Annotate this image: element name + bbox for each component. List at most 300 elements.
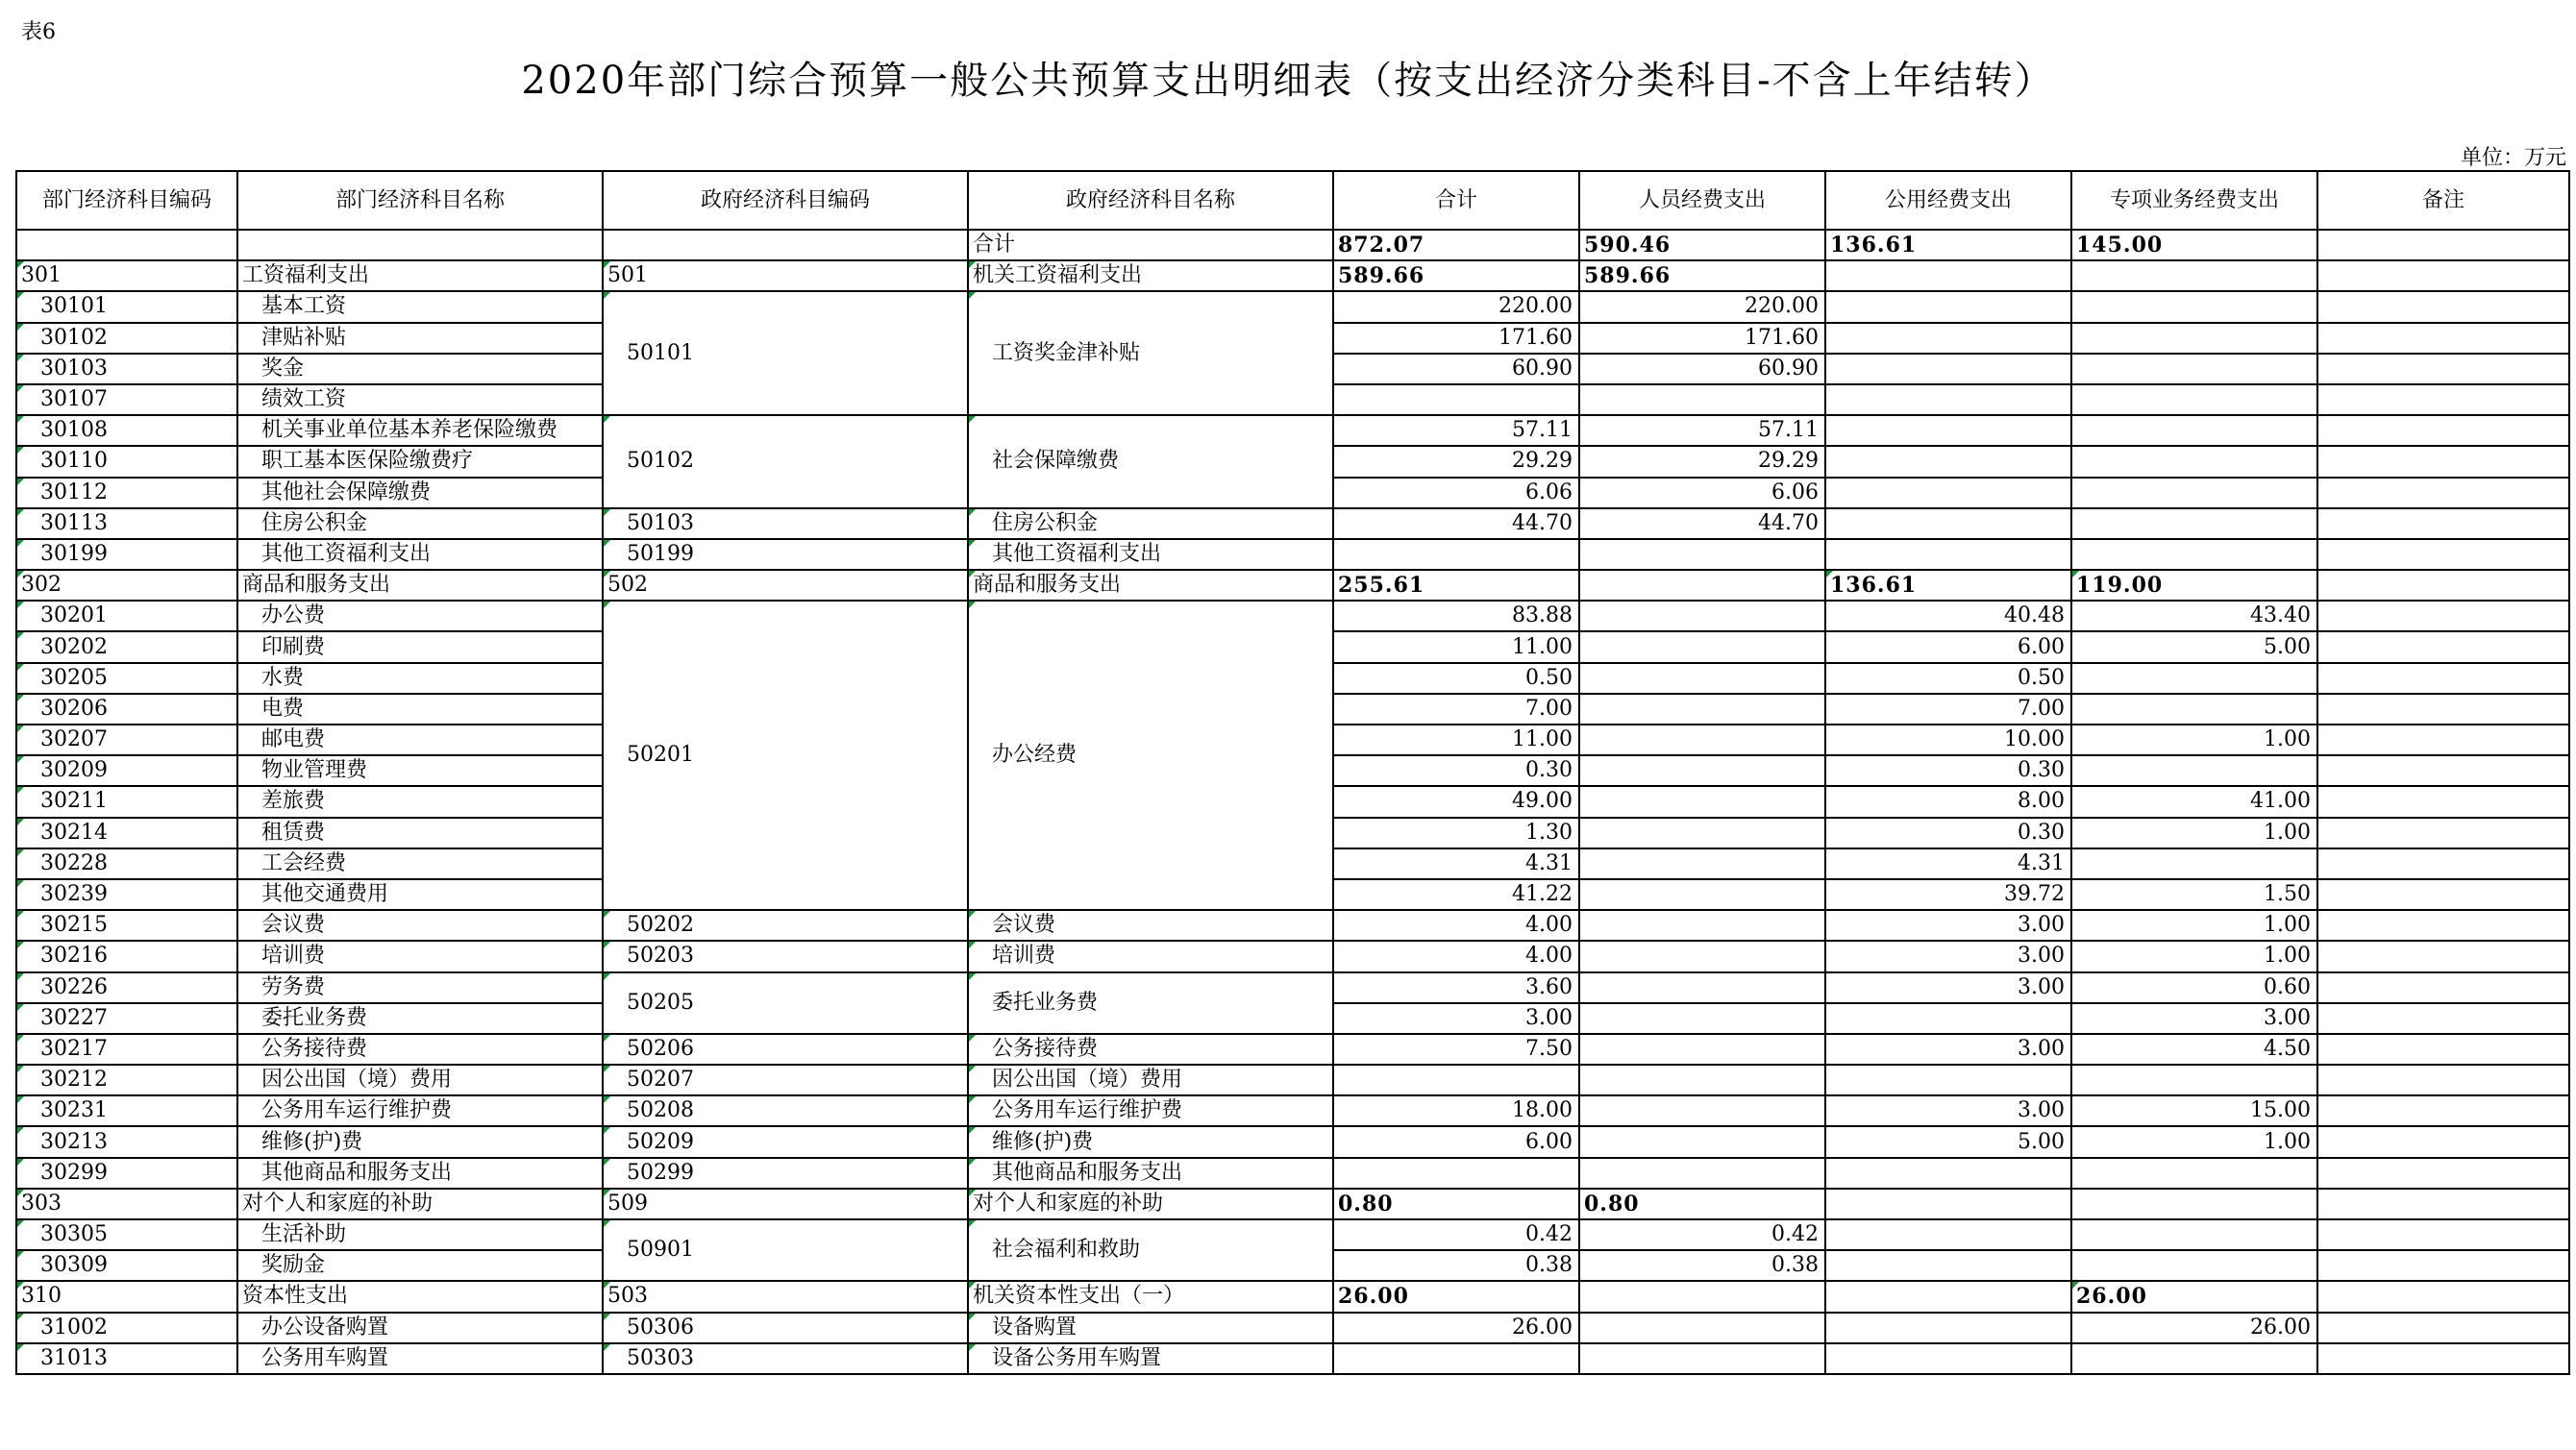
- dept-code-cell: 30113: [16, 508, 237, 539]
- personnel-cell: [1579, 1034, 1825, 1065]
- total-cell: 6.00: [1333, 1126, 1579, 1157]
- header-dept-code: 部门经济科目编码: [16, 171, 237, 230]
- special-cell: [2071, 1219, 2317, 1250]
- notes-cell: [2317, 539, 2569, 570]
- table-body: [16, 230, 2569, 1374]
- total-cell: 255.61: [1333, 570, 1579, 601]
- notes-cell: [2317, 1313, 2569, 1343]
- gov-name-cell: 设备公务用车购置: [968, 1343, 1333, 1374]
- table-row: [16, 1189, 2569, 1219]
- gov-name-cell: 合计: [968, 230, 1333, 260]
- dept-code-cell: 30206: [16, 694, 237, 725]
- special-cell: [2071, 446, 2317, 477]
- public-cell: [1825, 446, 2071, 477]
- personnel-cell: 60.90: [1579, 354, 1825, 384]
- table-number-label: 表6: [21, 20, 56, 44]
- table-row: [16, 601, 2569, 631]
- gov-code-cell: 501: [603, 260, 968, 291]
- notes-cell: [2317, 663, 2569, 694]
- dept-code-cell: 30202: [16, 631, 237, 662]
- table-row: [16, 910, 2569, 941]
- public-cell: [1825, 291, 2071, 322]
- personnel-cell: [1579, 848, 1825, 879]
- dept-name-cell: 公务接待费: [237, 1034, 603, 1065]
- table-row: [16, 508, 2569, 539]
- personnel-cell: 590.46: [1579, 230, 1825, 260]
- total-cell: 26.00: [1333, 1313, 1579, 1343]
- special-cell: 43.40: [2071, 601, 2317, 631]
- dept-code-cell: 30103: [16, 354, 237, 384]
- notes-cell: [2317, 1065, 2569, 1095]
- notes-cell: [2317, 755, 2569, 786]
- dept-name-cell: 水费: [237, 663, 603, 694]
- public-cell: [1825, 384, 2071, 415]
- table-row: [16, 230, 2569, 260]
- personnel-cell: [1579, 601, 1825, 631]
- notes-cell: [2317, 694, 2569, 725]
- gov-name-cell: 其他商品和服务支出: [968, 1158, 1333, 1189]
- gov-code-cell: 50203: [603, 941, 968, 971]
- gov-code-cell: 50207: [603, 1065, 968, 1095]
- personnel-cell: [1579, 1343, 1825, 1374]
- dept-name-cell: 公务用车运行维护费: [237, 1095, 603, 1126]
- dept-name-cell: 奖励金: [237, 1250, 603, 1281]
- gov-code-cell: 50205: [603, 972, 968, 1034]
- personnel-cell: [1579, 818, 1825, 848]
- dept-code-cell: 30226: [16, 972, 237, 1003]
- notes-cell: [2317, 1281, 2569, 1312]
- total-cell: [1333, 1065, 1579, 1095]
- gov-name-cell: 机关资本性支出（一）: [968, 1281, 1333, 1312]
- personnel-cell: [1579, 1065, 1825, 1095]
- notes-cell: [2317, 786, 2569, 817]
- total-cell: [1333, 384, 1579, 415]
- personnel-cell: [1579, 1158, 1825, 1189]
- personnel-cell: [1579, 384, 1825, 415]
- gov-code-cell: 50199: [603, 539, 968, 570]
- dept-name-cell: 培训费: [237, 941, 603, 971]
- special-cell: [2071, 415, 2317, 446]
- notes-cell: [2317, 1250, 2569, 1281]
- dept-name-cell: 机关事业单位基本养老保险缴费: [237, 415, 603, 446]
- public-cell: 5.00: [1825, 1126, 2071, 1157]
- dept-name-cell: 差旅费: [237, 786, 603, 817]
- gov-name-cell: 培训费: [968, 941, 1333, 971]
- dept-name-cell: [237, 230, 603, 260]
- notes-cell: [2317, 1003, 2569, 1034]
- total-cell: 589.66: [1333, 260, 1579, 291]
- notes-cell: [2317, 1034, 2569, 1065]
- dept-code-cell: 30205: [16, 663, 237, 694]
- public-cell: [1825, 1189, 2071, 1219]
- public-cell: 3.00: [1825, 972, 2071, 1003]
- notes-cell: [2317, 415, 2569, 446]
- header-personnel: 人员经费支出: [1579, 171, 1825, 230]
- table-row: [16, 1313, 2569, 1343]
- special-cell: 1.00: [2071, 818, 2317, 848]
- public-cell: 4.31: [1825, 848, 2071, 879]
- total-cell: 29.29: [1333, 446, 1579, 477]
- special-cell: 1.00: [2071, 725, 2317, 755]
- notes-cell: [2317, 384, 2569, 415]
- personnel-cell: 589.66: [1579, 260, 1825, 291]
- table-row: [16, 941, 2569, 971]
- gov-code-cell: 502: [603, 570, 968, 601]
- personnel-cell: [1579, 972, 1825, 1003]
- notes-cell: [2317, 972, 2569, 1003]
- gov-name-cell: 社会保障缴费: [968, 415, 1333, 508]
- total-cell: 83.88: [1333, 601, 1579, 631]
- dept-name-cell: 职工基本医保险缴费疗: [237, 446, 603, 477]
- special-cell: 1.00: [2071, 910, 2317, 941]
- special-cell: [2071, 291, 2317, 322]
- notes-cell: [2317, 260, 2569, 291]
- gov-code-cell: 50201: [603, 601, 968, 910]
- special-cell: [2071, 694, 2317, 725]
- dept-code-cell: 31013: [16, 1343, 237, 1374]
- table-row: [16, 1095, 2569, 1126]
- total-cell: 7.00: [1333, 694, 1579, 725]
- public-cell: [1825, 323, 2071, 354]
- dept-name-cell: 印刷费: [237, 631, 603, 662]
- special-cell: 3.00: [2071, 1003, 2317, 1034]
- total-cell: 4.00: [1333, 910, 1579, 941]
- public-cell: [1825, 478, 2071, 508]
- public-cell: [1825, 1158, 2071, 1189]
- dept-code-cell: 30227: [16, 1003, 237, 1034]
- total-cell: 0.80: [1333, 1189, 1579, 1219]
- total-cell: 4.00: [1333, 941, 1579, 971]
- dept-code-cell: 302: [16, 570, 237, 601]
- notes-cell: [2317, 323, 2569, 354]
- special-cell: [2071, 539, 2317, 570]
- notes-cell: [2317, 818, 2569, 848]
- notes-cell: [2317, 446, 2569, 477]
- dept-name-cell: 基本工资: [237, 291, 603, 322]
- notes-cell: [2317, 631, 2569, 662]
- notes-cell: [2317, 230, 2569, 260]
- gov-name-cell: 公务接待费: [968, 1034, 1333, 1065]
- gov-code-cell: 503: [603, 1281, 968, 1312]
- table-row: [16, 1343, 2569, 1374]
- gov-name-cell: 工资奖金津补贴: [968, 291, 1333, 415]
- dept-name-cell: 生活补助: [237, 1219, 603, 1250]
- header-special: 专项业务经费支出: [2071, 171, 2317, 230]
- total-cell: 0.42: [1333, 1219, 1579, 1250]
- total-cell: [1333, 1158, 1579, 1189]
- public-cell: 3.00: [1825, 1095, 2071, 1126]
- gov-code-cell: 50208: [603, 1095, 968, 1126]
- public-cell: 136.61: [1825, 230, 2071, 260]
- notes-cell: [2317, 941, 2569, 971]
- gov-name-cell: 住房公积金: [968, 508, 1333, 539]
- dept-name-cell: 住房公积金: [237, 508, 603, 539]
- special-cell: [2071, 323, 2317, 354]
- public-cell: 136.61: [1825, 570, 2071, 601]
- dept-name-cell: 物业管理费: [237, 755, 603, 786]
- total-cell: 4.31: [1333, 848, 1579, 879]
- total-cell: 7.50: [1333, 1034, 1579, 1065]
- unit-label: 单位：万元: [2460, 146, 2566, 170]
- dept-code-cell: 30214: [16, 818, 237, 848]
- special-cell: 4.50: [2071, 1034, 2317, 1065]
- total-cell: 41.22: [1333, 879, 1579, 910]
- dept-code-cell: 30215: [16, 910, 237, 941]
- personnel-cell: [1579, 694, 1825, 725]
- total-cell: 49.00: [1333, 786, 1579, 817]
- public-cell: 0.30: [1825, 755, 2071, 786]
- table-row: [16, 415, 2569, 446]
- total-cell: 0.38: [1333, 1250, 1579, 1281]
- notes-cell: [2317, 601, 2569, 631]
- dept-code-cell: 30102: [16, 323, 237, 354]
- special-cell: [2071, 663, 2317, 694]
- personnel-cell: 0.42: [1579, 1219, 1825, 1250]
- total-cell: 1.30: [1333, 818, 1579, 848]
- notes-cell: [2317, 1095, 2569, 1126]
- notes-cell: [2317, 291, 2569, 322]
- personnel-cell: [1579, 786, 1825, 817]
- personnel-cell: [1579, 570, 1825, 601]
- gov-name-cell: 办公经费: [968, 601, 1333, 910]
- total-cell: [1333, 1343, 1579, 1374]
- dept-code-cell: 30231: [16, 1095, 237, 1126]
- special-cell: 1.00: [2071, 1126, 2317, 1157]
- dept-code-cell: 30110: [16, 446, 237, 477]
- public-cell: [1825, 1343, 2071, 1374]
- personnel-cell: 29.29: [1579, 446, 1825, 477]
- dept-name-cell: 绩效工资: [237, 384, 603, 415]
- dept-name-cell: 委托业务费: [237, 1003, 603, 1034]
- special-cell: 0.60: [2071, 972, 2317, 1003]
- dept-code-cell: 310: [16, 1281, 237, 1312]
- gov-name-cell: 因公出国（境）费用: [968, 1065, 1333, 1095]
- public-cell: 0.30: [1825, 818, 2071, 848]
- budget-table-container: [15, 170, 2568, 1375]
- special-cell: [2071, 1065, 2317, 1095]
- table-row: [16, 1158, 2569, 1189]
- gov-name-cell: 公务用车运行维护费: [968, 1095, 1333, 1126]
- personnel-cell: [1579, 663, 1825, 694]
- gov-code-cell: 509: [603, 1189, 968, 1219]
- public-cell: 6.00: [1825, 631, 2071, 662]
- personnel-cell: [1579, 879, 1825, 910]
- special-cell: 145.00: [2071, 230, 2317, 260]
- special-cell: [2071, 384, 2317, 415]
- table-row: [16, 260, 2569, 291]
- personnel-cell: [1579, 941, 1825, 971]
- personnel-cell: [1579, 725, 1825, 755]
- special-cell: [2071, 508, 2317, 539]
- special-cell: [2071, 354, 2317, 384]
- dept-code-cell: [16, 230, 237, 260]
- public-cell: [1825, 1219, 2071, 1250]
- personnel-cell: [1579, 1281, 1825, 1312]
- personnel-cell: [1579, 1003, 1825, 1034]
- gov-code-cell: 50206: [603, 1034, 968, 1065]
- gov-code-cell: 50103: [603, 508, 968, 539]
- dept-code-cell: 30309: [16, 1250, 237, 1281]
- total-cell: 3.60: [1333, 972, 1579, 1003]
- dept-name-cell: 其他社会保障缴费: [237, 478, 603, 508]
- table-row: [16, 291, 2569, 322]
- total-cell: 0.50: [1333, 663, 1579, 694]
- special-cell: [2071, 1343, 2317, 1374]
- dept-name-cell: 其他商品和服务支出: [237, 1158, 603, 1189]
- notes-cell: [2317, 848, 2569, 879]
- gov-code-cell: 50901: [603, 1219, 968, 1281]
- personnel-cell: 44.70: [1579, 508, 1825, 539]
- personnel-cell: 0.80: [1579, 1189, 1825, 1219]
- gov-code-cell: 50209: [603, 1126, 968, 1157]
- special-cell: [2071, 848, 2317, 879]
- notes-cell: [2317, 1158, 2569, 1189]
- special-cell: [2071, 478, 2317, 508]
- public-cell: [1825, 1003, 2071, 1034]
- gov-name-cell: 会议费: [968, 910, 1333, 941]
- dept-name-cell: 对个人和家庭的补助: [237, 1189, 603, 1219]
- personnel-cell: [1579, 1095, 1825, 1126]
- gov-name-cell: 机关工资福利支出: [968, 260, 1333, 291]
- special-cell: [2071, 260, 2317, 291]
- dept-code-cell: 30305: [16, 1219, 237, 1250]
- total-cell: 220.00: [1333, 291, 1579, 322]
- personnel-cell: 171.60: [1579, 323, 1825, 354]
- dept-code-cell: 30101: [16, 291, 237, 322]
- dept-name-cell: 电费: [237, 694, 603, 725]
- public-cell: 39.72: [1825, 879, 2071, 910]
- total-cell: 18.00: [1333, 1095, 1579, 1126]
- budget-table: [15, 170, 2570, 1375]
- personnel-cell: 6.06: [1579, 478, 1825, 508]
- public-cell: [1825, 260, 2071, 291]
- special-cell: 1.50: [2071, 879, 2317, 910]
- public-cell: [1825, 1313, 2071, 1343]
- dept-code-cell: 30207: [16, 725, 237, 755]
- gov-code-cell: 50102: [603, 415, 968, 508]
- dept-name-cell: 资本性支出: [237, 1281, 603, 1312]
- dept-code-cell: 30211: [16, 786, 237, 817]
- special-cell: 26.00: [2071, 1313, 2317, 1343]
- dept-name-cell: 其他工资福利支出: [237, 539, 603, 570]
- public-cell: 7.00: [1825, 694, 2071, 725]
- gov-code-cell: 50101: [603, 291, 968, 415]
- public-cell: 3.00: [1825, 910, 2071, 941]
- personnel-cell: [1579, 631, 1825, 662]
- public-cell: 0.50: [1825, 663, 2071, 694]
- dept-name-cell: 公务用车购置: [237, 1343, 603, 1374]
- header-gov-name: 政府经济科目名称: [968, 171, 1333, 230]
- gov-name-cell: 维修(护)费: [968, 1126, 1333, 1157]
- notes-cell: [2317, 1219, 2569, 1250]
- dept-code-cell: 30107: [16, 384, 237, 415]
- notes-cell: [2317, 508, 2569, 539]
- public-cell: [1825, 508, 2071, 539]
- dept-code-cell: 30108: [16, 415, 237, 446]
- table-row: [16, 1065, 2569, 1095]
- header-total: 合计: [1333, 171, 1579, 230]
- dept-code-cell: 30228: [16, 848, 237, 879]
- dept-code-cell: 30213: [16, 1126, 237, 1157]
- header-dept-name: 部门经济科目名称: [237, 171, 603, 230]
- notes-cell: [2317, 1189, 2569, 1219]
- total-cell: [1333, 539, 1579, 570]
- total-cell: 60.90: [1333, 354, 1579, 384]
- notes-cell: [2317, 910, 2569, 941]
- header-public: 公用经费支出: [1825, 171, 2071, 230]
- total-cell: 11.00: [1333, 631, 1579, 662]
- dept-code-cell: 301: [16, 260, 237, 291]
- special-cell: [2071, 1250, 2317, 1281]
- header-notes: 备注: [2317, 171, 2569, 230]
- total-cell: 6.06: [1333, 478, 1579, 508]
- special-cell: 119.00: [2071, 570, 2317, 601]
- notes-cell: [2317, 1126, 2569, 1157]
- total-cell: 3.00: [1333, 1003, 1579, 1034]
- public-cell: 8.00: [1825, 786, 2071, 817]
- table-row: [16, 1281, 2569, 1312]
- special-cell: 41.00: [2071, 786, 2317, 817]
- total-cell: 0.30: [1333, 755, 1579, 786]
- table-header-row: [16, 171, 2569, 230]
- header-gov-code: 政府经济科目编码: [603, 171, 968, 230]
- table-row: [16, 570, 2569, 601]
- gov-name-cell: 商品和服务支出: [968, 570, 1333, 601]
- public-cell: 3.00: [1825, 1034, 2071, 1065]
- dept-name-cell: 商品和服务支出: [237, 570, 603, 601]
- special-cell: [2071, 1189, 2317, 1219]
- public-cell: [1825, 1281, 2071, 1312]
- public-cell: [1825, 1065, 2071, 1095]
- notes-cell: [2317, 354, 2569, 384]
- dept-name-cell: 因公出国（境）费用: [237, 1065, 603, 1095]
- personnel-cell: 57.11: [1579, 415, 1825, 446]
- table-row: [16, 1034, 2569, 1065]
- dept-name-cell: 津贴补贴: [237, 323, 603, 354]
- dept-code-cell: 303: [16, 1189, 237, 1219]
- notes-cell: [2317, 879, 2569, 910]
- gov-name-cell: 对个人和家庭的补助: [968, 1189, 1333, 1219]
- notes-cell: [2317, 725, 2569, 755]
- special-cell: 26.00: [2071, 1281, 2317, 1312]
- dept-code-cell: 30201: [16, 601, 237, 631]
- gov-code-cell: [603, 230, 968, 260]
- dept-code-cell: 30209: [16, 755, 237, 786]
- dept-name-cell: 工会经费: [237, 848, 603, 879]
- dept-code-cell: 30299: [16, 1158, 237, 1189]
- gov-code-cell: 50303: [603, 1343, 968, 1374]
- dept-code-cell: 31002: [16, 1313, 237, 1343]
- personnel-cell: [1579, 755, 1825, 786]
- gov-code-cell: 50202: [603, 910, 968, 941]
- personnel-cell: [1579, 1313, 1825, 1343]
- public-cell: 10.00: [1825, 725, 2071, 755]
- gov-name-cell: 其他工资福利支出: [968, 539, 1333, 570]
- personnel-cell: 220.00: [1579, 291, 1825, 322]
- dept-name-cell: 办公费: [237, 601, 603, 631]
- dept-name-cell: 会议费: [237, 910, 603, 941]
- total-cell: 872.07: [1333, 230, 1579, 260]
- personnel-cell: [1579, 910, 1825, 941]
- total-cell: 57.11: [1333, 415, 1579, 446]
- total-cell: 171.60: [1333, 323, 1579, 354]
- notes-cell: [2317, 1343, 2569, 1374]
- dept-code-cell: 30239: [16, 879, 237, 910]
- dept-code-cell: 30199: [16, 539, 237, 570]
- table-row: [16, 539, 2569, 570]
- dept-name-cell: 维修(护)费: [237, 1126, 603, 1157]
- public-cell: [1825, 415, 2071, 446]
